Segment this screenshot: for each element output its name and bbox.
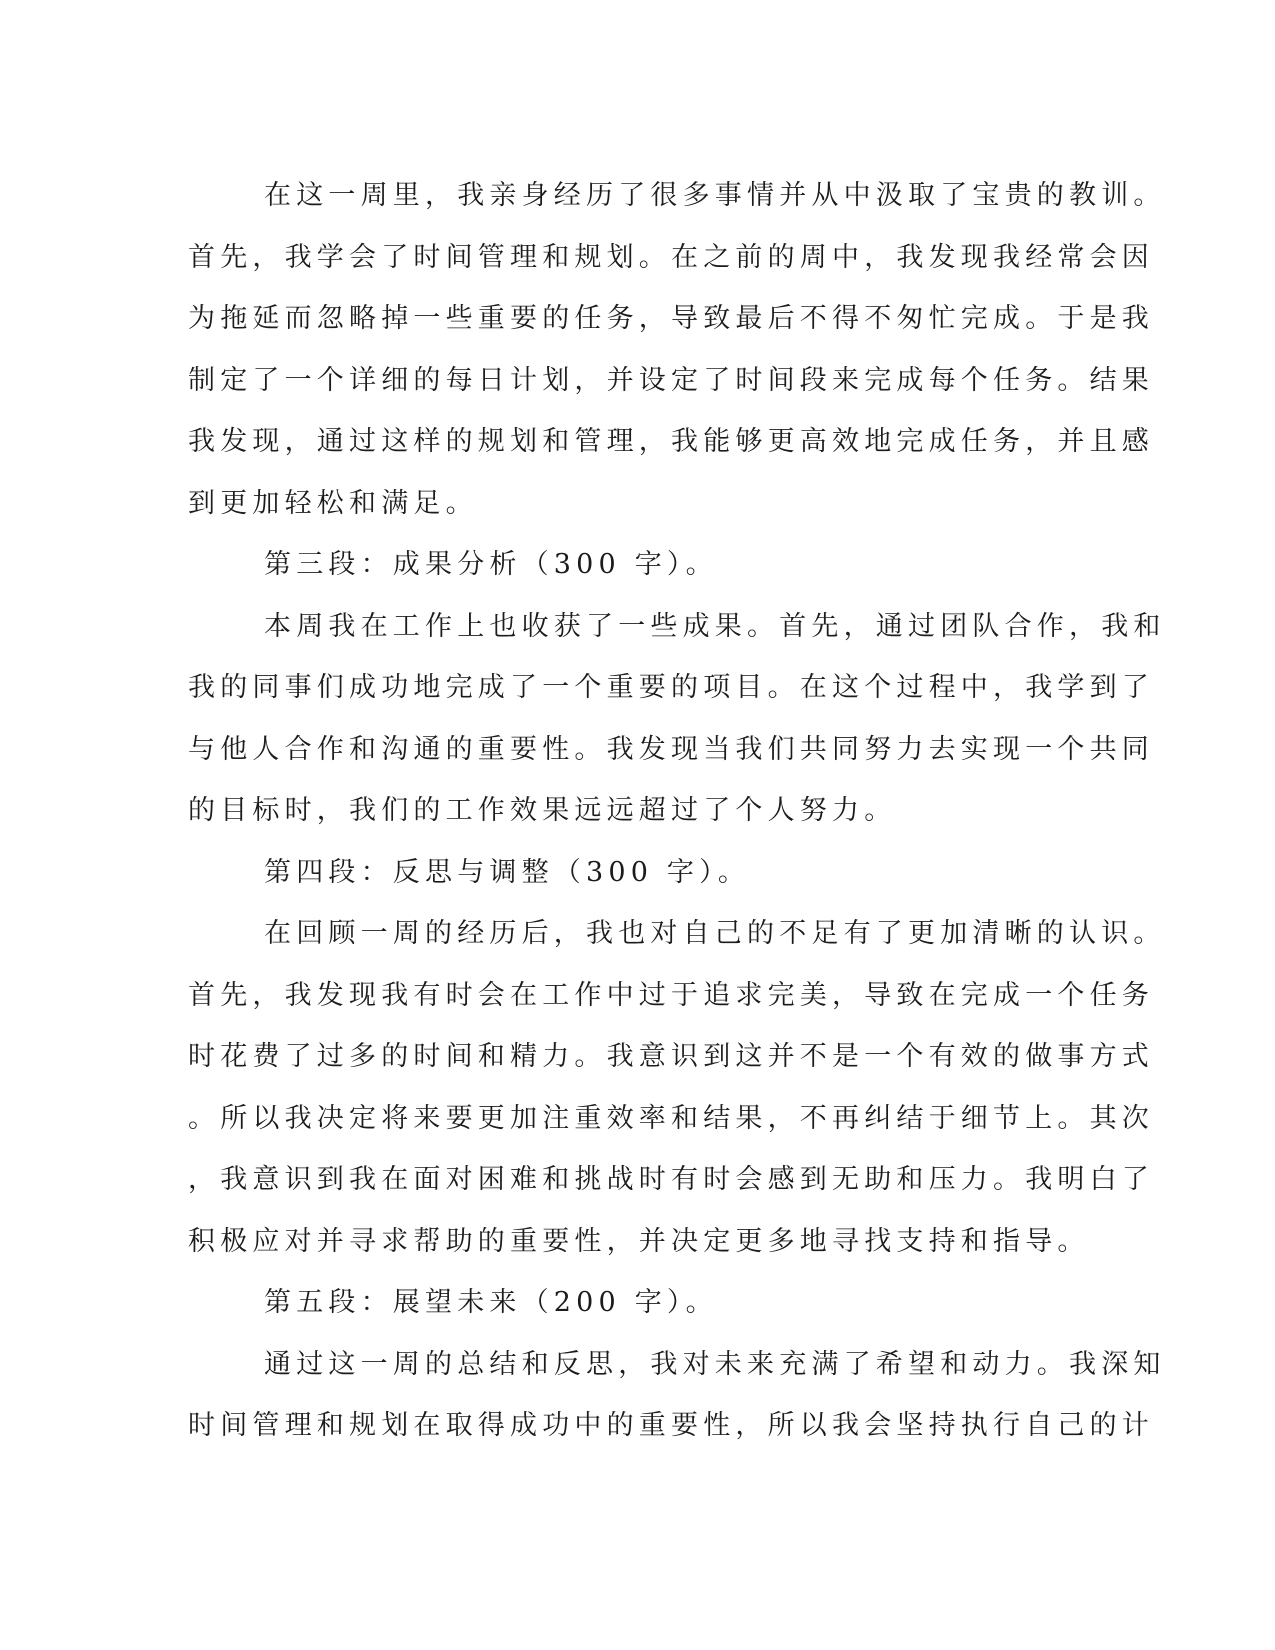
paragraph-line: 制定了一个详细的每日计划，并设定了时间段来完成每个任务。结果 xyxy=(188,364,1154,396)
paragraph-line: 首先，我学会了时间管理和规划。在之前的周中，我发现我经常会因 xyxy=(188,241,1154,273)
paragraph-line: 通过这一周的总结和反思，我对未来充满了希望和动力。我深知 xyxy=(264,1348,1166,1380)
paragraph-line: 我发现，通过这样的规划和管理，我能够更高效地完成任务，并且感 xyxy=(188,426,1154,457)
paragraph-line: 本周我在工作上也收获了一些成果。首先，通过团队合作，我和 xyxy=(264,610,1166,642)
document-body xyxy=(188,165,1166,1457)
paragraph-line: 到更加轻松和满足。 xyxy=(188,487,478,519)
paragraph-line: 首先，我发现我有时会在工作中过于追求完美，导致在完成一个任务 xyxy=(188,979,1154,1011)
paragraph-line: 时间管理和规划在取得成功中的重要性，所以我会坚持执行自己的计 xyxy=(188,1410,1154,1441)
paragraph-line: 。所以我决定将来要更加注重效率和结果，不再纠结于细节上。其次 xyxy=(188,1102,1154,1134)
paragraph-line: 与他人合作和沟通的重要性。我发现当我们共同努力去实现一个共同 xyxy=(188,733,1154,765)
paragraph-line: 时花费了过多的时间和精力。我意识到这并不是一个有效的做事方式 xyxy=(188,1041,1154,1072)
section-heading: 第四段：反思与调整（300 字）。 xyxy=(264,856,751,888)
section-heading: 第五段：展望未来（200 字）。 xyxy=(264,1287,718,1318)
paragraph-line: 积极应对并寻求帮助的重要性，并决定更多地寻找支持和指导。 xyxy=(188,1225,1090,1257)
section-heading: 第三段：成果分析（300 字）。 xyxy=(264,549,718,580)
paragraph-line: 的目标时，我们的工作效果远远超过了个人努力。 xyxy=(188,795,897,826)
paragraph-line: 在回顾一周的经历后，我也对自己的不足有了更加清晰的认识。 xyxy=(264,918,1166,949)
paragraph-line: 为拖延而忽略掉一些重要的任务，导致最后不得不匆忙完成。于是我 xyxy=(188,303,1154,334)
paragraph-line: 在这一周里，我亲身经历了很多事情并从中汲取了宝贵的教训。 xyxy=(264,180,1166,211)
paragraph-line: ，我意识到我在面对困难和挑战时有时会感到无助和压力。我明白了 xyxy=(188,1164,1154,1195)
paragraph-line: 我的同事们成功地完成了一个重要的项目。在这个过程中，我学到了 xyxy=(188,672,1154,703)
